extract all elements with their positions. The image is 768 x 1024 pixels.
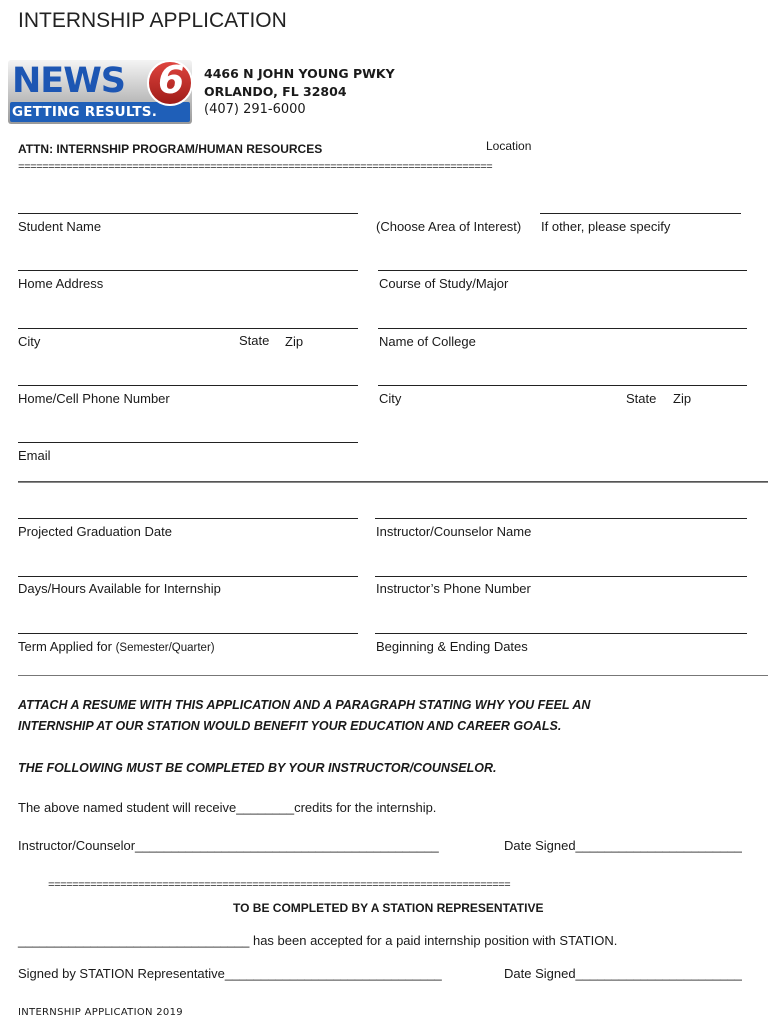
credits-line[interactable]: The above named student will receive________credits for the internship. (18, 800, 437, 815)
course-of-study-label: Course of Study/Major (379, 276, 509, 291)
city-state-zip-input[interactable] (18, 328, 358, 329)
term-applied-input[interactable] (18, 633, 358, 634)
news6-logo (8, 58, 192, 124)
instructor-signature-line[interactable]: Instructor/Counselor__________________________________________ (18, 838, 439, 853)
days-hours-input[interactable] (18, 576, 358, 577)
section-divider-2 (18, 675, 768, 676)
dates-input[interactable] (375, 633, 747, 634)
page-title: INTERNSHIP APPLICATION (18, 9, 287, 32)
home-address-input[interactable] (18, 270, 358, 271)
location-label: Location (486, 139, 532, 153)
area-of-interest-select[interactable]: (Choose Area of Interest) (376, 219, 522, 234)
if-other-label: If other, please specify (541, 219, 671, 234)
logo-news-text: NEWS (12, 61, 126, 101)
phone-input[interactable] (18, 385, 358, 386)
logo-number: 6 (158, 58, 185, 102)
footer-label: INTERNSHIP APPLICATION 2019 (18, 1007, 183, 1018)
section-divider (18, 481, 768, 483)
accepted-line[interactable]: ________________________________ has been accepted for a paid internship position with STATION. (18, 933, 618, 948)
dates-label: Beginning & Ending Dates (376, 639, 528, 654)
student-name-label: Student Name (18, 219, 102, 234)
attach-resume-line1: ATTACH A RESUME WITH THIS APPLICATION AND A PARAGRAPH STATING WHY YOU FEEL AN (18, 698, 591, 712)
zip-label: Zip (285, 334, 304, 349)
college-name-input[interactable] (378, 328, 747, 329)
college-city-input[interactable] (378, 385, 747, 386)
state-label: State (239, 333, 270, 348)
address-line1: 4466 N JOHN YOUNG PWKY (204, 66, 395, 81)
home-address-label: Home Address (18, 276, 104, 291)
attach-resume-line2: INTERNSHIP AT OUR STATION WOULD BENEFIT YOUR EDUCATION AND CAREER GOALS. (18, 719, 562, 733)
date-signed-line[interactable]: Date Signed_______________________ (504, 838, 742, 853)
instructor-name-input[interactable] (375, 518, 747, 519)
graduation-date-input[interactable] (18, 518, 358, 519)
email-label: Email (18, 448, 51, 463)
term-applied-label (18, 639, 215, 654)
student-name-input[interactable] (18, 213, 358, 214)
city-label: City (18, 334, 41, 349)
instructor-name-label: Instructor/Counselor Name (376, 524, 532, 539)
station-signature-line[interactable]: Signed by STATION Representative______________________________ (18, 966, 442, 981)
station-heading: TO BE COMPLETED BY A STATION REPRESENTATIVE (233, 901, 544, 915)
term-applied-small: (Semester/Quarter) (115, 642, 215, 654)
other-specify-input[interactable] (540, 213, 741, 214)
college-zip-label: Zip (673, 391, 692, 406)
address-line2: ORLANDO, FL 32804 (204, 84, 347, 99)
phone-label: Home/Cell Phone Number (18, 391, 170, 406)
date-signed-line-2[interactable]: Date Signed_______________________ (504, 966, 742, 981)
college-city-label: City (379, 391, 402, 406)
instructor-phone-input[interactable] (375, 576, 747, 577)
term-applied-text: Term Applied for (18, 639, 112, 654)
phone-number: (407) 291-6000 (204, 102, 306, 117)
logo-tagline: GETTING RESULTS. (12, 104, 158, 120)
instructor-heading: THE FOLLOWING MUST BE COMPLETED BY YOUR INSTRUCTOR/COUNSELOR. (18, 761, 497, 775)
separator-2: ============================================================================= (48, 880, 511, 892)
course-of-study-input[interactable] (378, 270, 747, 271)
instructor-phone-label: Instructor’s Phone Number (376, 581, 531, 596)
days-hours-label: Days/Hours Available for Internship (18, 581, 221, 596)
college-state-label: State (626, 391, 657, 406)
attn-line: ATTN: INTERNSHIP PROGRAM/HUMAN RESOURCES (18, 142, 323, 156)
email-input[interactable] (18, 442, 358, 443)
college-name-label: Name of College (379, 334, 476, 349)
graduation-date-label: Projected Graduation Date (18, 524, 172, 539)
separator: =============================================================================== (18, 162, 493, 174)
